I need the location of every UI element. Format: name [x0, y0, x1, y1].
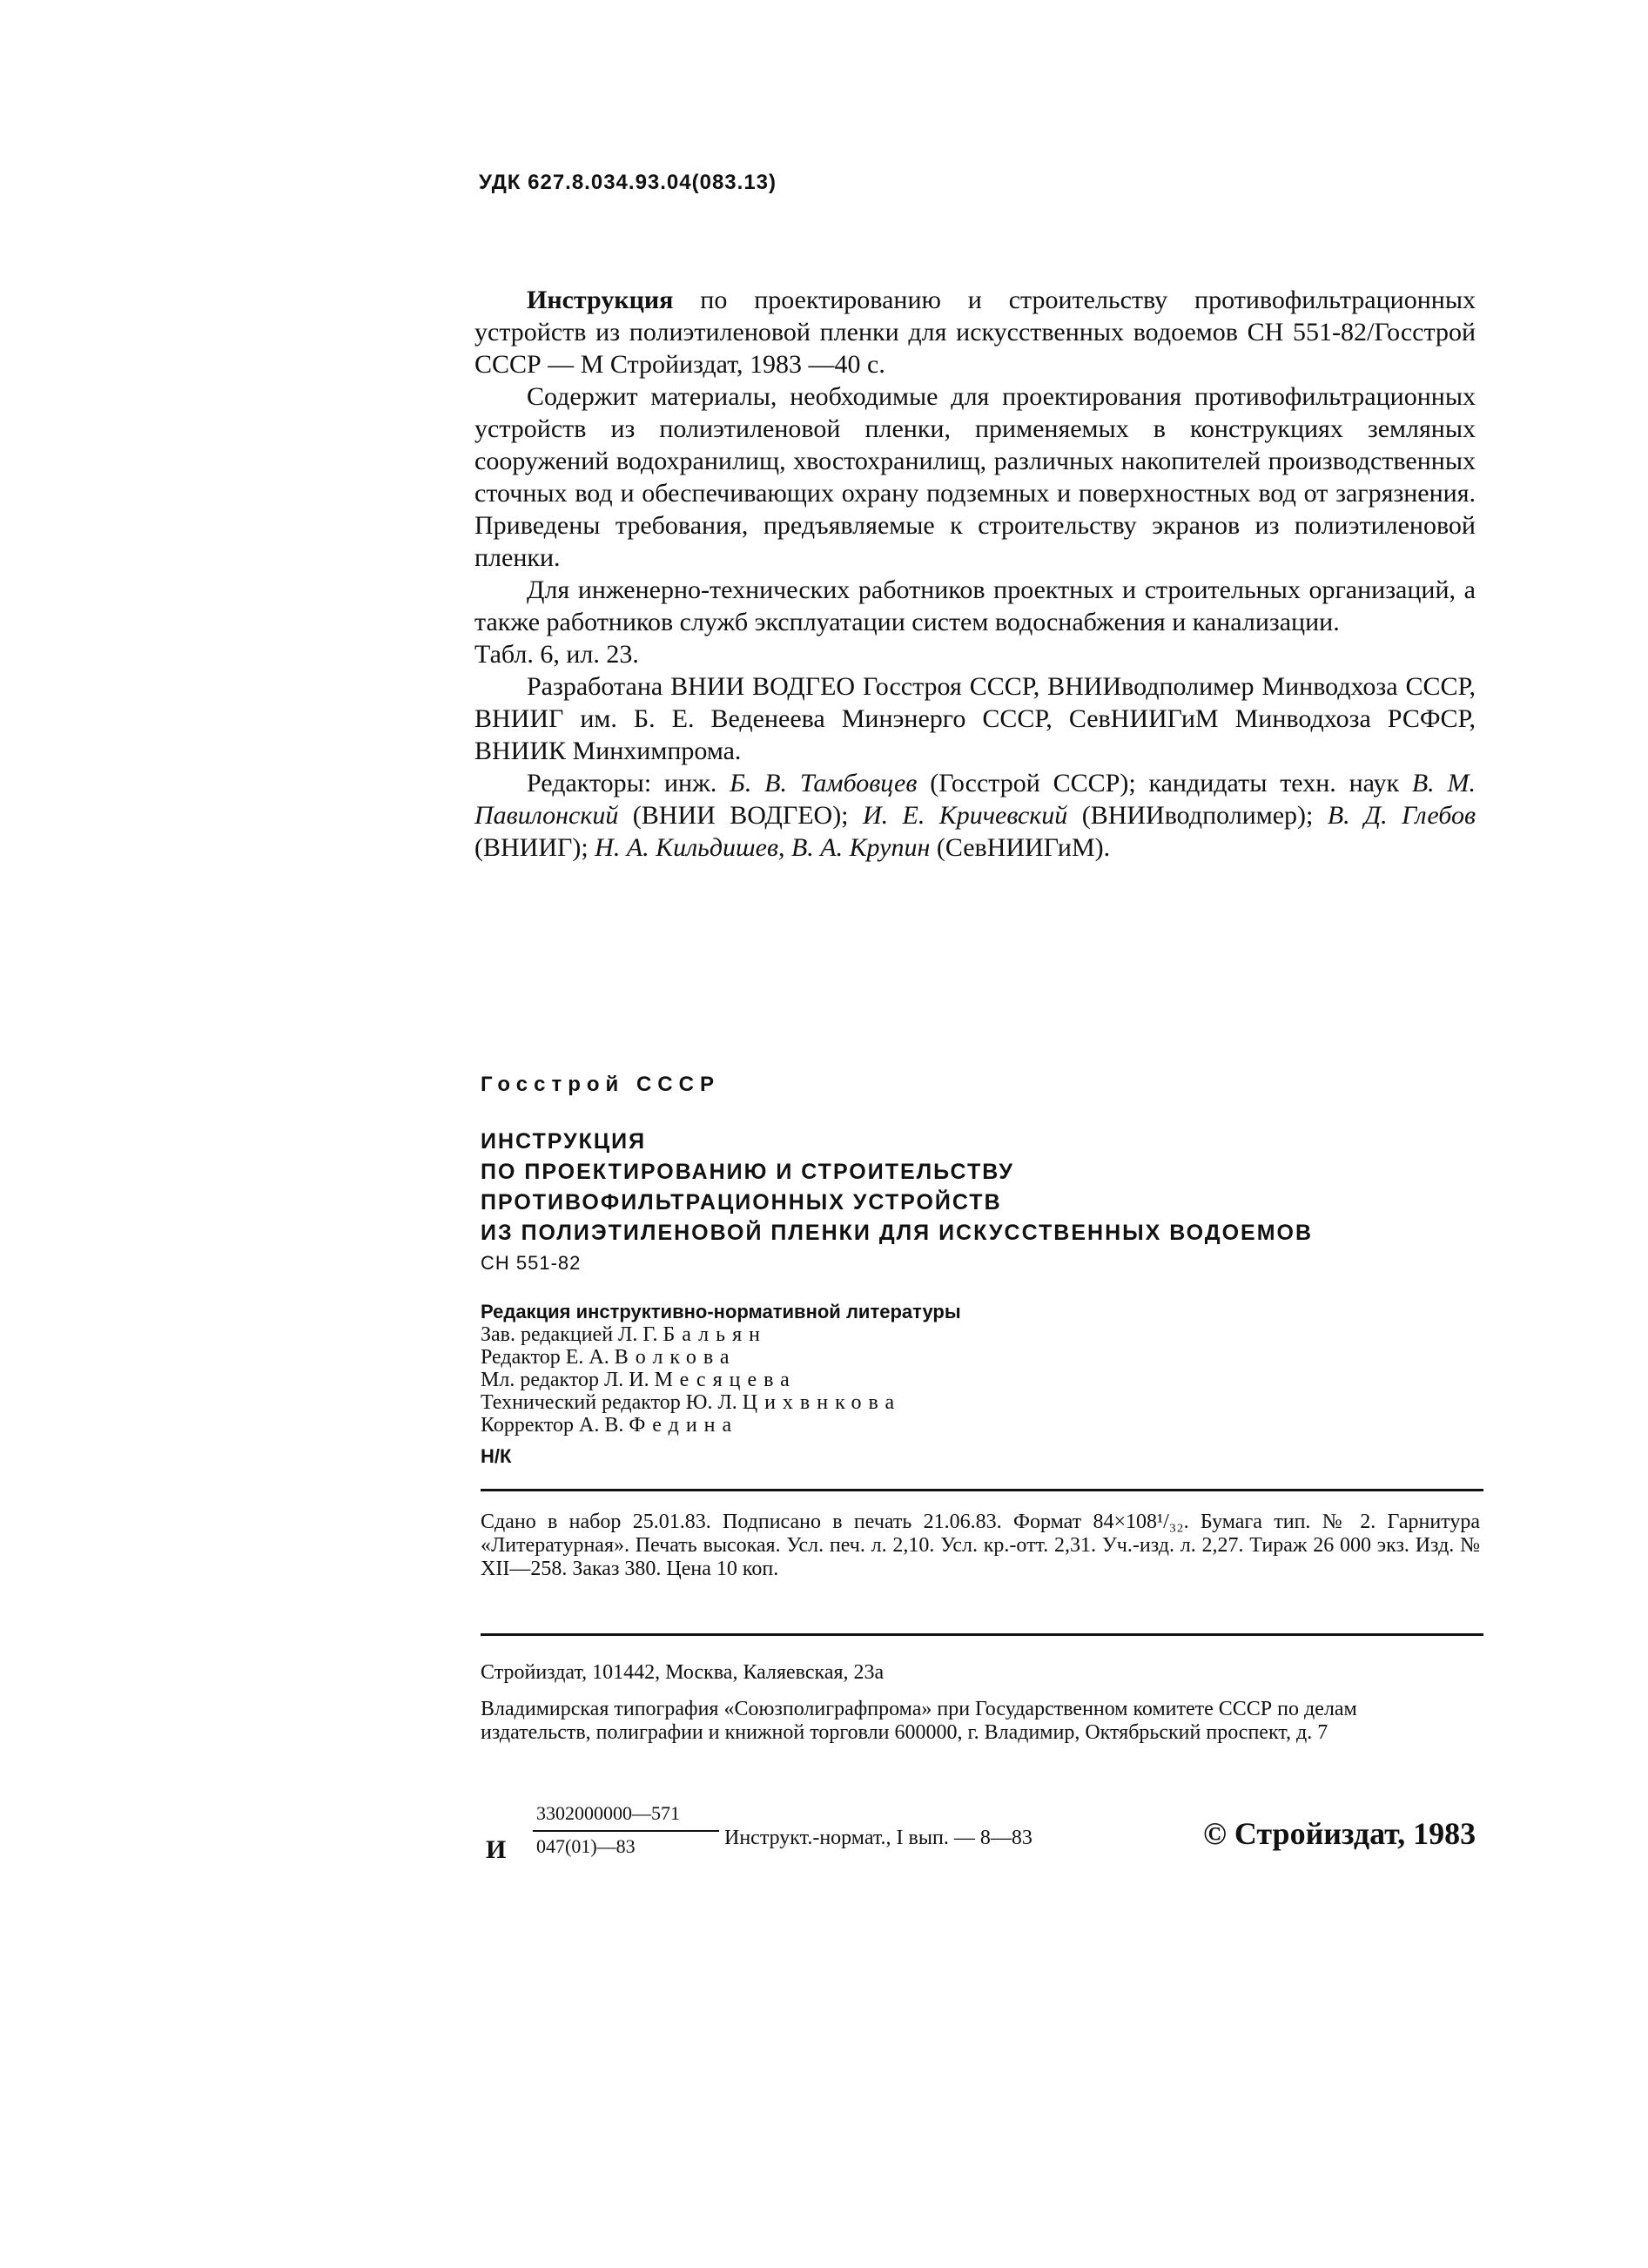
index-numerator: 3302000000—571 [536, 1802, 680, 1824]
abstract-paragraph: Содержит материалы, необходимые для проектирования противофильтрационных устройств из полиэтиленовой пленки, применяемых в конструкциях земляных сооружений водохранилищ, хвостохранилищ, различных накопителей производственных сточных вод и обеспечивающих охрану подземных и поверхностных вод от загрязнения. Приведены требования, предъявляемые к строительству экранов из полиэтиленовой пленки. [474, 382, 1476, 572]
imprint [481, 1073, 1473, 1468]
book-title [481, 1127, 1473, 1248]
staff-line [481, 1391, 1473, 1414]
staff-name: Бальян [663, 1323, 767, 1346]
plan-reference: Инструкт.-нормат., I вып. — 8—83 [724, 1827, 1033, 1849]
staff-role: Зав. редакцией Л. Г. [481, 1323, 663, 1346]
divider-rule [481, 1633, 1483, 1636]
editor-name: Н. А. Кильдишев, В. А. Крупин [595, 833, 931, 862]
abstract-tables: Табл. 6, ил. 23. [474, 640, 639, 669]
editor-name: В. Д. Глебов [1327, 801, 1476, 830]
divider-rule [481, 1489, 1483, 1491]
editors-text: (ВНИИ ВОДГЕО); [618, 801, 863, 830]
editors-text: Редакторы: инж. [527, 769, 730, 798]
staff-line [481, 1323, 1473, 1346]
staff-name: Цихвнкова [742, 1391, 902, 1414]
editors-text: (СевНИИГиМ). [930, 833, 1111, 862]
staff-role: Редактор Е. А. [481, 1346, 615, 1369]
editorial-staff [481, 1301, 1473, 1437]
editor-name: Б. В. Тамбовцев [730, 769, 918, 798]
abstract-developers: Разработана ВНИИ ВОДГЕО Госстроя СССР, ВНИИводполимер Минводхоза СССР, ВНИИГ им. Б. Е. Веденеева Минэнерго СССР, СевНИИГиМ Минводхоза РСФСР, ВНИИК Минхимпрома. [474, 672, 1476, 765]
abstract [474, 284, 1476, 864]
title-line: ИЗ ПОЛИЭТИЛЕНОВОЙ ПЛЕНКИ ДЛЯ ИСКУССТВЕННЫХ ВОДОЕМОВ [481, 1221, 1314, 1245]
index-fraction [533, 1802, 719, 1858]
abstract-text: по проектированию и строительству противофильтрационных устройств из полиэтиленовой пленки для искусственных водоемов СН 551-82/Госстрой СССР — М Стройиздат, 1983 —40 с. [474, 286, 1476, 379]
publisher-address: Стройиздат, 101442, Москва, Каляевская, 23а [481, 1661, 885, 1684]
abstract-editors [474, 767, 1476, 864]
staff-heading: Редакция инструктивно-нормативной литературы [481, 1301, 961, 1322]
staff-line [481, 1346, 1473, 1369]
title-line: ПРОТИВОФИЛЬТРАЦИОННЫХ УСТРОЙСТВ [481, 1190, 1002, 1215]
abstract-paragraph [474, 284, 1476, 380]
staff-role: Технический редактор Ю. Л. [481, 1391, 743, 1414]
editors-text: (Госстрой СССР); кандидаты техн. наук [917, 769, 1412, 798]
nk-mark: Н/К [481, 1445, 512, 1467]
editors-text: (ВНИИГ); [474, 833, 595, 862]
standard-code: СН 551-82 [481, 1252, 582, 1274]
copyright: © Стройиздат, 1983 [1203, 1816, 1476, 1851]
printing-house: Владимирская типография «Союзполиграфпрома» при Государственном комитете СССР по делам издательств, полиграфии и книжной торговли 600000, г. Владимир, Октябрьский проспект, д. 7 [481, 1698, 1357, 1744]
title-line: ПО ПРОЕКТИРОВАНИЮ И СТРОИТЕЛЬСТВУ [481, 1160, 1014, 1184]
staff-role: Мл. редактор Л. И. [481, 1369, 655, 1391]
staff-name: Месяцева [654, 1369, 797, 1391]
staff-line [481, 1414, 1473, 1437]
index-letter: И [486, 1835, 507, 1864]
title-line: ИНСТРУКЦИЯ [481, 1129, 647, 1154]
fraction-line [533, 1830, 719, 1832]
abstract-lead: Инструкция [527, 286, 674, 314]
udk-code: УДК 627.8.034.93.04(083.13) [479, 171, 777, 194]
editor-name: В. М. Павилонский [474, 769, 1476, 830]
index-denominator: 047(01)—83 [536, 1835, 636, 1857]
staff-name: Федина [629, 1414, 739, 1437]
publisher: Госстрой СССР [481, 1073, 720, 1096]
abstract-paragraph: Для инженерно-технических работников проектных и строительных организаций, а также работников служб эксплуатации систем водоснабжения и канализации. [474, 575, 1476, 636]
staff-role: Корректор А. В. [481, 1414, 629, 1437]
editor-name: И. Е. Кричевский [862, 801, 1068, 830]
print-details: Сдано в набор 25.01.83. Подписано в печать 21.06.83. Формат 84×108¹/₃₂. Бумага тип. № 2. Гарнитура «Литературная». Печать высокая. Усл. печ. л. 2,10. Усл. кр.-отт. 2,31. Уч.-изд. л. 2,27. Тираж 26 000 экз. Изд. № XII—258. Заказ 380. Цена 10 коп. [481, 1511, 1480, 1580]
staff-name: Волкова [614, 1346, 737, 1369]
staff-line [481, 1369, 1473, 1391]
editors-text: (ВНИИводполимер); [1067, 801, 1328, 830]
